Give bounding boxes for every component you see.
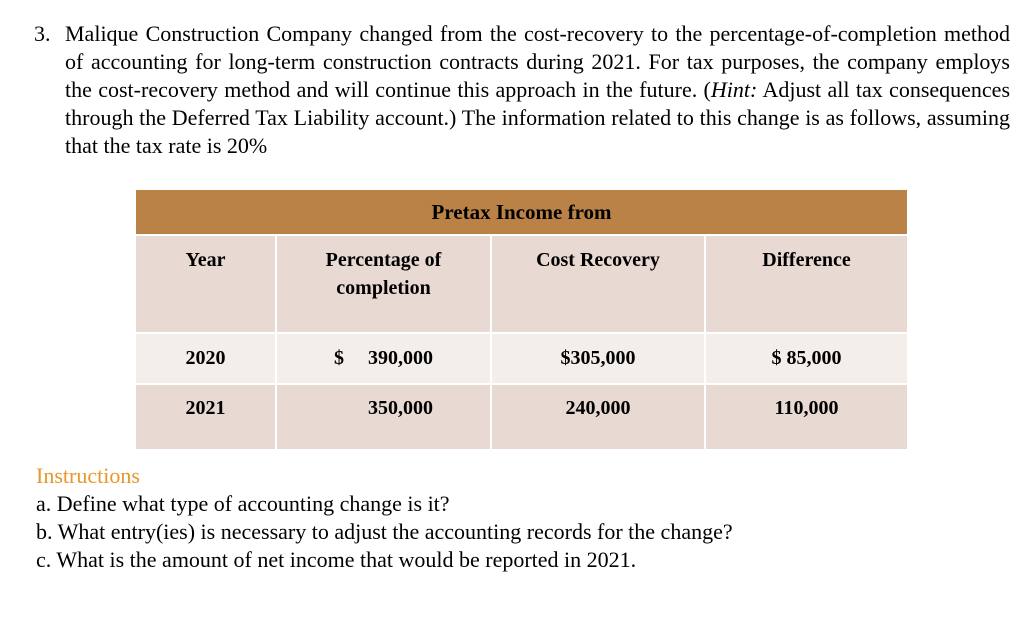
instruction-item-b: b. What entry(ies) is necessary to adjust the accounting records for the change?	[36, 519, 733, 544]
instruction-item-c: c. What is the amount of net income that would be reported in 2021.	[36, 547, 637, 572]
header-difference: Difference	[705, 235, 908, 333]
problem-statement	[34, 20, 1010, 160]
table-row	[135, 384, 908, 450]
cell-poc	[276, 333, 491, 384]
instructions	[36, 462, 733, 574]
header-poc-line1: Percentage of	[325, 249, 442, 271]
table-row	[135, 333, 908, 384]
cell-poc	[276, 384, 491, 450]
cell-cost-recovery: $305,000	[491, 333, 705, 384]
currency-sign: $	[334, 347, 344, 369]
hint-label: Hint:	[710, 77, 758, 102]
cell-year: 2020	[135, 333, 276, 384]
header-cost-recovery: Cost Recovery	[491, 235, 705, 333]
problem-text	[65, 20, 1010, 160]
header-year: Year	[135, 235, 276, 333]
cell-difference: $ 85,000	[705, 333, 908, 384]
problem-text-part2: Adjust all tax consequences through the Deferred Tax Liability account.) The information related to this change is as follows, assuming that the tax rate is 20%	[65, 77, 1010, 158]
cell-poc-value: 390,000	[368, 347, 433, 369]
cell-poc-value: 350,000	[368, 397, 433, 419]
pretax-income-table	[134, 188, 909, 451]
problem-text-part1: Malique Construction Company changed from the cost-recovery to the percentage-of-completion method of accounting for long-term construction contracts during 2021. For tax purposes, the company employs the cost-recovery method and will continue this approach in the future. (	[65, 21, 1010, 102]
table-banner-row	[135, 189, 908, 235]
problem-number: 3.	[34, 21, 51, 46]
cell-year: 2021	[135, 384, 276, 450]
instructions-title: Instructions	[36, 463, 140, 488]
cell-difference: 110,000	[705, 384, 908, 450]
header-poc-line2: completion	[336, 277, 431, 299]
header-percentage-of-completion	[276, 235, 491, 333]
cell-cost-recovery: 240,000	[491, 384, 705, 450]
instruction-item-a: a. Define what type of accounting change is it?	[36, 491, 450, 516]
table-banner: Pretax Income from	[135, 189, 908, 235]
table-header-row	[135, 235, 908, 333]
